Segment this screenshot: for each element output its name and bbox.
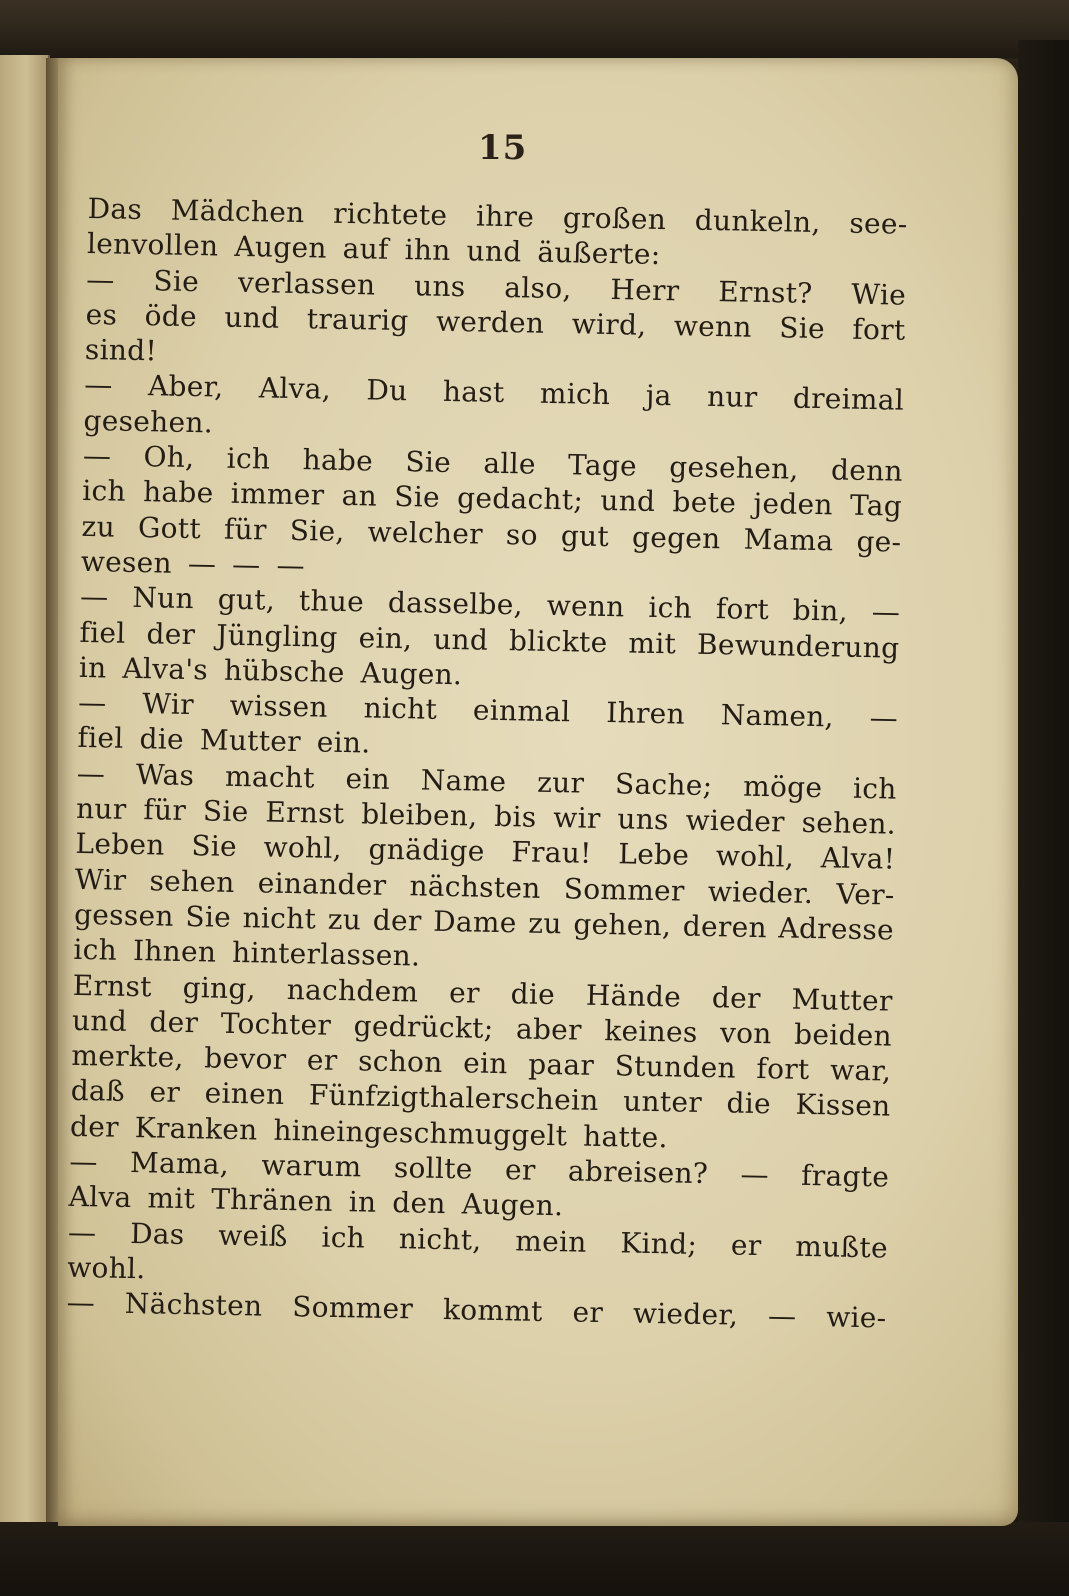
text-word: — bbox=[69, 1144, 99, 1179]
text-word: fort bbox=[715, 592, 770, 627]
text-word: er bbox=[306, 1043, 338, 1078]
text-word: habe bbox=[302, 443, 374, 478]
text-word: paar bbox=[527, 1047, 595, 1082]
text-word: fort bbox=[756, 1052, 810, 1087]
text-word: Mama bbox=[743, 522, 834, 558]
text-word: Alva's bbox=[122, 651, 209, 687]
text-word: — bbox=[869, 701, 899, 735]
text-word: Sommer bbox=[291, 1290, 414, 1326]
text-word: gesehen. bbox=[83, 403, 214, 440]
text-word: Namen, bbox=[720, 698, 835, 734]
text-word: Frau! bbox=[511, 835, 592, 871]
text-word: gnädige bbox=[368, 832, 485, 869]
text-word: gedacht; bbox=[456, 481, 584, 517]
text-word: bin, bbox=[792, 593, 849, 628]
text-word: Tage bbox=[567, 448, 638, 483]
top-binding-edge bbox=[0, 0, 1069, 58]
text-word: Mädchen bbox=[170, 193, 305, 230]
text-word: mein bbox=[514, 1224, 587, 1259]
text-word: die bbox=[726, 1086, 772, 1121]
text-word: thue bbox=[298, 584, 365, 619]
text-word: wir bbox=[553, 801, 601, 835]
text-word: für bbox=[143, 793, 187, 828]
text-word: und bbox=[466, 234, 522, 269]
text-word: lenvollen bbox=[86, 227, 219, 263]
text-word: Sie bbox=[778, 311, 826, 346]
text-word: wieder bbox=[685, 803, 786, 839]
text-word: mit bbox=[147, 1181, 196, 1216]
text-word: Tochter bbox=[220, 1006, 332, 1042]
text-word: Stunden bbox=[614, 1049, 737, 1085]
text-word: großen bbox=[562, 201, 667, 237]
text-word: Alva! bbox=[820, 841, 896, 876]
text-word: einmal bbox=[472, 693, 571, 729]
text-word: Das bbox=[129, 1216, 185, 1251]
text-word: einen bbox=[204, 1076, 285, 1112]
text-word: Sie bbox=[153, 263, 200, 298]
text-word: kommt bbox=[442, 1293, 543, 1329]
text-word: nächsten bbox=[409, 868, 541, 905]
text-word: Du bbox=[366, 373, 408, 408]
text-word: Sie bbox=[191, 829, 238, 864]
text-word: der bbox=[146, 616, 196, 651]
text-word: sehen. bbox=[801, 805, 897, 841]
text-word: und bbox=[71, 1003, 128, 1038]
text-word: Wir bbox=[142, 687, 195, 722]
text-word: nicht, bbox=[398, 1221, 482, 1257]
text-word: er bbox=[448, 975, 481, 1010]
text-word: gegen bbox=[631, 520, 721, 555]
text-word: fiel bbox=[77, 721, 124, 756]
text-word: Sie bbox=[202, 794, 249, 829]
text-word: Nächsten bbox=[124, 1287, 263, 1323]
text-word: Ihnen bbox=[132, 934, 217, 969]
text-word: — bbox=[82, 439, 112, 473]
text-word: war, bbox=[829, 1053, 892, 1088]
text-word: so bbox=[505, 517, 539, 552]
text-word: uns bbox=[413, 268, 466, 303]
text-word: werden bbox=[435, 304, 545, 340]
text-word: uns bbox=[617, 802, 670, 837]
text-word: ein bbox=[345, 761, 391, 796]
text-word: in bbox=[78, 650, 107, 685]
text-word: er bbox=[149, 1075, 181, 1110]
text-word: mit bbox=[628, 626, 677, 660]
text-word: richtete bbox=[332, 196, 448, 232]
text-word: gedrückt; bbox=[353, 1009, 494, 1045]
text-word: Herr bbox=[610, 272, 680, 307]
text-word: Aber, bbox=[147, 369, 224, 405]
text-word: — bbox=[86, 262, 115, 297]
text-word: Ihren bbox=[606, 696, 686, 731]
text-word: öde bbox=[144, 299, 198, 334]
text-word: wohl. bbox=[67, 1250, 146, 1286]
text-word: — bbox=[871, 595, 901, 629]
text-word: Gott bbox=[137, 510, 202, 545]
text-word: Kranken bbox=[134, 1110, 258, 1147]
text-word: habe bbox=[142, 475, 214, 510]
text-word: einander bbox=[257, 866, 387, 902]
text-word: gehen, bbox=[573, 907, 672, 943]
text-word: gut, bbox=[217, 582, 276, 617]
text-word: Ver- bbox=[836, 877, 895, 912]
text-word: also, bbox=[504, 270, 572, 305]
text-word: er bbox=[504, 1153, 536, 1187]
text-word: zu bbox=[327, 902, 362, 937]
text-word: dunkeln, bbox=[694, 203, 821, 240]
text-word: traurig bbox=[306, 302, 409, 338]
text-word: er bbox=[730, 1228, 762, 1262]
text-word: Mutter bbox=[199, 723, 302, 759]
text-word: Nun bbox=[132, 581, 195, 616]
text-word: möge bbox=[742, 769, 823, 804]
text-word: dreimal bbox=[792, 382, 905, 418]
text-word: Wir bbox=[74, 862, 127, 897]
text-word: ihn bbox=[404, 233, 451, 268]
text-word: ich bbox=[321, 1220, 366, 1255]
text-word: Fünfzigthalerschein bbox=[308, 1078, 599, 1118]
text-word: Sie bbox=[405, 445, 452, 480]
text-word: weiß bbox=[218, 1218, 289, 1253]
text-word: Hände bbox=[585, 978, 682, 1014]
text-word: der bbox=[372, 903, 422, 938]
text-word: wenn bbox=[546, 589, 625, 624]
right-cover-edge bbox=[1018, 40, 1069, 1540]
text-word: ich bbox=[73, 933, 118, 967]
text-word: — bbox=[77, 686, 107, 720]
text-word: die bbox=[139, 722, 185, 757]
text-word: denn bbox=[830, 453, 904, 488]
text-word: Oh, bbox=[143, 440, 195, 475]
text-word: dasselbe, bbox=[387, 586, 524, 622]
text-word: ein bbox=[462, 1046, 508, 1081]
text-word: Sache; bbox=[614, 766, 713, 802]
text-word: alle bbox=[483, 446, 537, 481]
text-word: wie- bbox=[825, 1300, 887, 1335]
text-word: Ernst bbox=[265, 795, 345, 831]
text-word: Alva bbox=[68, 1180, 132, 1215]
text-word: Name bbox=[420, 763, 507, 798]
text-word: immer bbox=[230, 477, 325, 512]
text-word: wohl, bbox=[715, 839, 795, 875]
text-word: — bbox=[231, 547, 261, 582]
text-word: nicht bbox=[363, 691, 438, 726]
text-word: gesehen, bbox=[669, 450, 799, 486]
text-word: der bbox=[711, 980, 762, 1015]
text-word: bevor bbox=[203, 1041, 287, 1077]
text-word: Das bbox=[87, 192, 143, 227]
text-word: sehen bbox=[149, 863, 235, 899]
text-word: ich bbox=[226, 441, 271, 476]
text-word: wissen bbox=[229, 688, 329, 724]
text-word: macht bbox=[224, 759, 316, 795]
text-word: die bbox=[510, 976, 556, 1011]
text-word: unter bbox=[622, 1084, 703, 1120]
text-word: Adresse bbox=[778, 911, 895, 947]
text-word: Bewunderung bbox=[696, 627, 900, 665]
text-word: er bbox=[572, 1295, 604, 1330]
text-word: ich bbox=[81, 474, 127, 509]
text-word: Tag bbox=[849, 489, 903, 524]
text-word: von bbox=[719, 1016, 772, 1051]
text-word: jeden bbox=[753, 487, 834, 522]
text-word: — bbox=[76, 756, 106, 791]
text-word: gut bbox=[560, 518, 610, 553]
text-word: für bbox=[223, 512, 268, 547]
text-word: den bbox=[392, 1186, 447, 1221]
text-word: — bbox=[276, 548, 306, 583]
text-word: Lebe bbox=[618, 837, 690, 873]
text-word: hübsche bbox=[223, 653, 346, 689]
text-word: gessen bbox=[73, 897, 175, 933]
bottom-cover-edge bbox=[0, 1522, 1069, 1596]
text-word: ge- bbox=[856, 524, 902, 559]
text-word: Thränen bbox=[210, 1182, 334, 1219]
text-word: — bbox=[740, 1157, 770, 1192]
text-word: fiel bbox=[79, 615, 126, 650]
text-word: wird, bbox=[571, 307, 647, 342]
text-word: daß bbox=[70, 1074, 126, 1109]
text-word: und bbox=[224, 300, 280, 335]
text-word: Was bbox=[135, 757, 195, 792]
text-word: ging, bbox=[182, 970, 257, 1005]
text-word: Sie, bbox=[289, 513, 345, 548]
text-word: der bbox=[149, 1005, 199, 1040]
text-word: bis bbox=[494, 799, 537, 834]
text-word: sollte bbox=[393, 1151, 473, 1186]
text-word: nicht bbox=[242, 901, 317, 936]
text-word: blickte bbox=[508, 623, 608, 659]
text-word: ich bbox=[648, 591, 693, 625]
text-word: der bbox=[69, 1109, 120, 1144]
text-word: an bbox=[341, 479, 378, 513]
text-word: Kissen bbox=[795, 1088, 891, 1123]
text-word: ein. bbox=[316, 725, 371, 760]
text-word: Kind; bbox=[620, 1226, 698, 1261]
text-word: — bbox=[79, 580, 109, 614]
text-word: Ernst bbox=[72, 968, 153, 1003]
text-word: in bbox=[348, 1185, 377, 1220]
text-word: wohl, bbox=[263, 830, 343, 866]
text-word: welcher bbox=[367, 515, 484, 551]
text-word: merkte, bbox=[71, 1038, 185, 1075]
text-word: Sie bbox=[393, 480, 441, 515]
text-word: Alva, bbox=[258, 371, 332, 407]
text-word: Augen. bbox=[360, 656, 463, 692]
text-word: — bbox=[767, 1299, 797, 1334]
page-text bbox=[66, 192, 908, 1337]
text-word: wenn bbox=[673, 309, 753, 344]
text-word: fort bbox=[852, 312, 906, 347]
text-word: aber bbox=[515, 1012, 583, 1047]
text-word: hineingeschmuggelt bbox=[273, 1113, 568, 1153]
text-word: keines bbox=[603, 1013, 698, 1049]
text-word: — bbox=[66, 1286, 96, 1320]
text-word: hinterlassen. bbox=[231, 936, 421, 973]
text-word: bete bbox=[672, 485, 737, 520]
text-word: Dame bbox=[432, 904, 518, 940]
text-word: wieder. bbox=[707, 874, 814, 910]
text-word: — bbox=[187, 546, 217, 581]
text-word: sind! bbox=[84, 333, 158, 368]
text-word: Wie bbox=[851, 277, 907, 312]
text-word: es bbox=[85, 297, 118, 332]
text-word: hast bbox=[442, 375, 505, 410]
text-word: Leben bbox=[75, 827, 165, 862]
text-word: bleiben, bbox=[360, 797, 478, 833]
text-word: abreisen? bbox=[567, 1154, 709, 1191]
text-word: schon bbox=[357, 1044, 443, 1080]
text-word: ich bbox=[852, 771, 898, 806]
text-word: — bbox=[67, 1215, 97, 1249]
text-word: Sommer bbox=[563, 871, 685, 908]
text-word: see- bbox=[849, 206, 908, 241]
text-word: wieder, bbox=[632, 1296, 739, 1332]
text-word: hatte. bbox=[582, 1119, 669, 1155]
text-word: zu bbox=[81, 509, 116, 544]
text-word: zu bbox=[528, 906, 563, 941]
text-word: beiden bbox=[793, 1017, 893, 1053]
text-word: und bbox=[600, 484, 656, 519]
text-word: auf bbox=[342, 232, 390, 267]
text-word: und bbox=[432, 622, 489, 657]
text-word: zur bbox=[536, 765, 585, 800]
text-word: mich bbox=[539, 377, 611, 412]
text-word: Ernst? bbox=[717, 274, 813, 310]
text-word: verlassen bbox=[237, 265, 376, 302]
left-page-edge bbox=[0, 55, 50, 1525]
text-word: wesen bbox=[80, 544, 173, 580]
text-word: warum bbox=[261, 1148, 362, 1184]
text-word: — bbox=[83, 368, 113, 402]
text-word: Mutter bbox=[791, 982, 893, 1018]
text-word: ja bbox=[645, 379, 673, 413]
page-number: 15 bbox=[478, 128, 528, 168]
text-word: ein, bbox=[358, 620, 413, 655]
text-word: Augen bbox=[234, 230, 328, 265]
text-word: äußerte: bbox=[537, 235, 661, 272]
text-word: Mama, bbox=[129, 1146, 230, 1181]
text-word: nachdem bbox=[286, 972, 419, 1009]
text-word: ihre bbox=[475, 199, 535, 234]
text-word: fragte bbox=[800, 1158, 890, 1194]
text-word: Augen. bbox=[461, 1187, 564, 1223]
text-word: Sie bbox=[185, 899, 232, 934]
text-word: deren bbox=[682, 909, 768, 945]
text-word: mußte bbox=[794, 1229, 889, 1265]
text-word: Jüngling bbox=[215, 618, 339, 654]
text-word: nur bbox=[706, 380, 758, 415]
text-word: nur bbox=[75, 791, 127, 826]
